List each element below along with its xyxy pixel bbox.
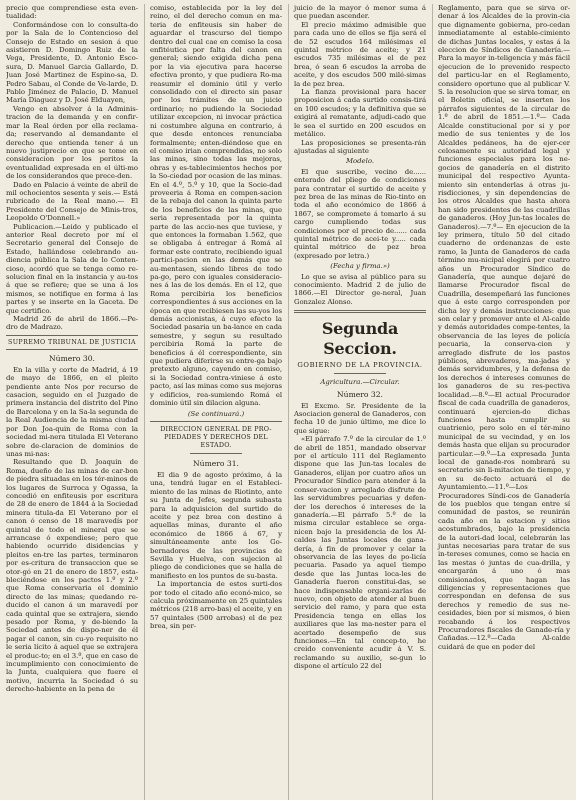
paragraph: Resultando que D. Joaquin de Roma, dueño de las minas de car-bon de piedra situadas en los tér-minos de los lugares de Surroca y Ogassa, la concedió en enfiteusis por escritura de 28 de enero de 1844 á la Sociedad minera titula-da El Veterano por el canon ó censo de 18 maravedís por quintal de todo el mineral que se arrancase ó expendiese; pero que habiendo ocurrido disidencias y pleitos en-tre las partes, terminaron por es-critura de transaccion que se otor-gó en 21 de enero de 1857, esta-bleciéndose en los pactos 1.º y 2.º que Roma conservaria el dominio directo de las minas; quedando re-ducido el canon á un maravedí por cada quintal que se extrajera, siendo pesado por Roma, y de-biendo la Sociedad antes de dispo-ner de él pagar el canon, sin cu-yo requisito no le seria lícito á aquel que se extrajera el produc-to; en el 3.º, que en caso de incumplimiento con conocimiento de la Junta, cualquiera que fuere el motivo, incurria la Sociedad ó su derecho-habiente en la pena de (6, 458, 138, 694)
section-subtitle: GOBIERNO DE LA PROVINCIA. (297, 361, 423, 370)
divider (294, 310, 426, 313)
section-title: Segunda Seccion. (321, 319, 399, 359)
paragraph: El precio máximo admisible que para cada uno de ellos se fija será el de 52 escudos 164 milésimas el quintal métrico de aceite; y 21 escudos 735 milésimas el de pez brea, ó sean 6 escudos la arroba de aceite, y dos escudos 500 milé-simas la de pez brea. (294, 20, 426, 88)
paragraph: Madrid 26 de abril de 1866.—Pe-dro de Madrazo. (6, 315, 138, 332)
number-heading: Número 31. (193, 458, 239, 468)
paragraph: juicio de la mayor ó menor suma á que puedan ascender. (294, 4, 426, 21)
paragraph: En la villa y corte de Madrid, á 19 de mayo de 1866, en el pleito pendiente ante Nos por recurso de casacion, seguido en el Juzgado de primera instancia del distrito del Pino de Barcelona y en la Sa-la segunda de la Real Audiencia de la misma ciudad por Don Joa-quin de Roma con la sociedad mi-nera titulada El Veterano sobre de-claracion de dominios de unas mi-nas: (6, 365, 138, 458)
circular-heading: Agricultura.—Circular. (320, 378, 400, 387)
paragraph: comiso, establecida por la ley del reino, el del derecho comun en ma-teria de enfiteusis sin haber de aguardar el trascurso del tiempo dentro del cual cae en comiso la cosa enfitéutica por falta del canon en general; siendo exigida dicha pena por la via ejecutiva para hacerse efectiva pronto, y que pudiera Ro-ma reasumir el dominio útil y verlo consolidado con el directo sin pasar por los trámites de un juicio ordinario; no pudiendo la Sociedad utilizar excepcion, ni invocar práctica ni costumbre alguna en contrario, á que desde entonces renunciaba formalmente; enten-diéndose que en el comiso irian comprendidas, no solo las minas, sino todas las mejoras, obras y es-tablecimientos hechos por la So-ciedad por ocasion de las minas. En el 4.º, 5.º y 10, que la Socie-dad proveeria á Roma en compen-sacion de la rebaja del canon la quinta parte de los beneficios de las minas, que seria representada por la quinta parte de las accio-nes que tuviese, y que entonces la formaban 1.562, que se obligaba á entregar á Romá al formar este contrato, recibiendo igual partici-pacion en las demás que se au-mentasen, siendo libres de todo pa-go, pero con iguales consideracio-nes á las de los demás. En el 12, que Roma percibiria los beneficios correspondientes á sus acciones en la época en que recibiesen las su-yos los demás accionistas, á cuyo efecto la Sociedad pasaria un ba-lance en cada semestre, y segun su resultado percibiria Romá la parte de beneficios á él correspondiente, sin que pudiera diferirse su entre-ga bajo pretexto alguno, cayendo en comiso, si la Sociedad contra-viniese á este pacto, así las minas como sus mejoras y edificios, rea-sumiendo Romá el dominio útil sin dilacion alguna. (150, 4, 282, 408)
paragraph: Reglamento, para que se sirva or-denar á los Alcaldes de la provin-cia que dignamente gobierna, pro-cedan inmediatamente al estable-cimiento de dichas Juntas locales, y estas á la eleccion de Síndicos de Ganadería.—Para la mayor in-teligencia y más fácil ejecucion de lo prevenido respecto del particu-lar en el Reglamento, considero oportuno que al publicar V. S. la resolucion que se sirva tomar, en el Boletin oficial, se inserten los párrafos siguientes de la circular de 1.º de abril de 1851.—1.º— Cada Alcalde constitucional por si y por medio de sus tenientes y de los Alcaldes pedáneos, ha de ejer-cer celosamente su autoridad legal y funciones especiales para los ne-gocios de ganadería en el distrito municipal del respectivo Ayunta-miento sin entenderlas á otras ju-risdicciones, y sin dependencias de los otros Alcaldes que hasta ahora han sido presidentes de las cuadrillas de ganaderos. (Hoy Jun-tas locales de Ganaderos).—7.º— En ejecucion de la ley primera, título 50 del citado cuaderno de ordenanzas de este ramo, la Junta de Ganaderos de cada término mu-nicipal elegirá por cuatro años un Procurador Síndico de Ganadería, que aunque dejaré de llamarse Procurador fiscal de Cuadrilla, desempeñará las funciones que á este cargo corresponden por dicha ley y demás instrucciones: que son celar y promover ante el Al-calde y demás autoridades compe-tentes, la observancia de las leyes de policía pecuaria, la conserva-cion y arreglado disfrute de los pastos públicos, abrevaderos, ma-jadas y demás servidumbres, y la defensa de los derechos é intereses comunes de los ganaderos de su res-pectiva localidad.—8.º—El actual Procurador fiscal de cada cuadrilla de ganaderos, continuará ejercien-do dichas funciones hasta cumplir su cuatrienio, pero solo en el tér-mino municipal de su vecindad, y en los demás hasta que elijan su procurador particular.—9.º—La expresada Junta local de ganade-ros nombrará su secretario sin li-mitacion de tiempo, y en su de-fecto actuará el de Ayuntamiento.—11.º—Los Procuradores Síndi-cos de Ganadería de los pueblos que tengan entre sí comunidad de pastos, se reunirán cada año en la estacion y sitios acostumbrados, bajo la presidencia de la autori-dad local, celebrarán las juntas necesarias para tratar de sus in-tereses comunes, como se hacia en las mestas ó juntas de cua-drilla, y encargarán á uno ó mas comisionados, que hagan las diligencias y representaciones que correspondan en defensa de sus derechos y remedio de sus ne-cesidades, bien por sí mismos, ó bien recabando á los respectivos Procuradores fiscales de Ganade-ría y Cañadas.—12.º—Cada Al-calde cuidará de que en poder del (438, 4, 570, 651)
paragraph: Conformándose con lo consulta-do por la Sala de lo Contencioso del Consejo de Estado en sesion á que asistieron D. Domingo Ruiz de la Vega, Presidente, D. Antonio Esco-sura, D. Manuel Garcia Gallardo, D. Juan José Martinez de Espino-sa, D. Pedro Sabau, el Conde de Ve-larde, D. Pablo Jiménez de Palacio, D. Manuel María Diaguez y D. José Elduayen, (6, 20, 138, 105)
divider (6, 349, 138, 350)
paragraph: El Excmo. Sr. Presidente de la Asociacion general de Ganaderos, con fecha 10 de junio último, me dice lo que sigue: (294, 401, 426, 435)
paragraph: La fianza provisional para hacer proposicion á cada surtido consis-tirá en 100 escudos; y la definitiva que se exigirá al rematante, adjudi-cado que le sea el surtido en 200 escudos en metálico. (294, 88, 426, 139)
divider (6, 335, 138, 336)
column-1 (6, 4, 138, 800)
divider (150, 421, 282, 422)
column-3 (288, 4, 426, 800)
section-heading-direccion: DIRECCION GENERAL DE PRO-PIEDADES Y DERECHOS DEL ESTADO. (160, 424, 272, 449)
paragraph: La importancia de estos surti-dos por todo el citado año econó-mico, se calcula próximamente en 25 quintales métricos (218 arro-bas) el aceite, y en 57 quintales (500 arrobas) el de pez brea, sin per- (150, 580, 282, 631)
column-4 (432, 4, 570, 800)
column-2 (144, 4, 282, 800)
model-heading: Modelo. (345, 157, 375, 166)
paragraph: Vengo en absolver á la Adminis-tracion de la demanda y en confir-mar la Real órden por ella reclama-da; reservando al demandante el derecho que entienda tener á un nuevo justiprecio en que se tome en consideracion por los peritos la eventualidad expresada en el últi-mo de los considerandos que prece-den. (6, 104, 138, 181)
paragraph: El que suscribe, vecino de...... enterado del pliego de condiciones para contratar el surtido de aceite y pez brea de las minas de Rio-tinto en toda el año económico de 1866 á 1867, se compromete á tomarlo á su cargo cumpliendo todas sus condiciones por el precio de...... cada quintal métrico de acei-te y..... cada quintal métrico de pez brea (expresado por letra.) (294, 167, 426, 260)
continued-note: (Se continuará.) (187, 409, 245, 418)
paragraph: precio que comprendiese esta even-tualidad: (6, 4, 138, 21)
divider (190, 453, 243, 454)
section-heading-tribunal: SUPREMO TRIBUNAL DE JUSTICIA (8, 338, 136, 346)
signature-note: (Fecha y firma.») (330, 262, 390, 271)
number-heading: Número 32. (337, 389, 383, 399)
paragraph: Dado en Palacio á veinte de abril de mil ochocientos sesenta y seis.— Está rubricado de la Real mano.— El Presidente del Consejo de Minis-tros, Leopoldo O'Donnell.» (6, 180, 138, 223)
paragraph: Publicacion.—Leido y publicado el anterior Real decreto por mí el Secretario general del Consejo de Estado, hallándose celebrando au-diencia pública la Sala de lo Conten-cioso, acordó que se tenga como re-solucion final en la instancia y au-tos á que se refiere; que se una á los mismos, se notifique en forma á las partes y se inserte en la Gaceta. De que certifico. (6, 222, 138, 315)
paragraph: Las proposiciones se presenta-rán ajustadas al siguiente (294, 138, 426, 155)
paragraph: Lo que se avisa al público para su conocimiento. Madrid 2 de julio de 1866.—El Director ge-neral, Juan Gonzalez Alonso. (294, 272, 426, 306)
divider (334, 373, 387, 374)
paragraph: «El párrafo 7.º de la circular de 1.º de abril de 1851, mandado observar por el artículo 111 del Reglamento dispone que las Jun-tas locales de Ganaderos, elijan por cuatro años un Procurador Síndico para atender á la conser-vacion y arreglado disfrute de las servidumbres pecuarias y defen-der los derechos é intereses de la ganadería.—El párrafo 5.º de la misma circular establece se orga-nicen bajo la presidencia de los Al-caldes las Juntas locales de gana-dería, á fin de promover y celar la observancia de las leyes de po-licía pecuaria. Pasado ya aquel tiempo desde que las Juntas loca-les de Ganadería fueron constitui-das, se hace indispensable organi-zarlas de nuevo, con objeto de atender al buen servicio del ramo, y para que esta Presidencia tenga en ellas los auxiliares que las ma-nester para el acertado desempeño de sus funciones.—En tal concep-to, he creido conveniente acudir á V. S. reclamando su auxilio, se-gun lo dispone el artículo 22 del (294, 435, 426, 671)
paragraph: El dia 9 de agosto próximo, á la una, tendrá lugar en el Estableci-miento de las minas de Riotinto, ante su Junta de Jefes, segunda subasta para la adquisicion del surtido de aceite y pez brea con destino á aquellas minas, durante el año económico de 1866 á 67, y simultáneamente ante los Go-bernadores de las provincias de Sevilla y Huelva, con sujecion al pliego de condiciones que se halla de manifiesto en los puntos de su-basta. (150, 470, 282, 580)
number-heading: Número 30. (49, 353, 95, 363)
